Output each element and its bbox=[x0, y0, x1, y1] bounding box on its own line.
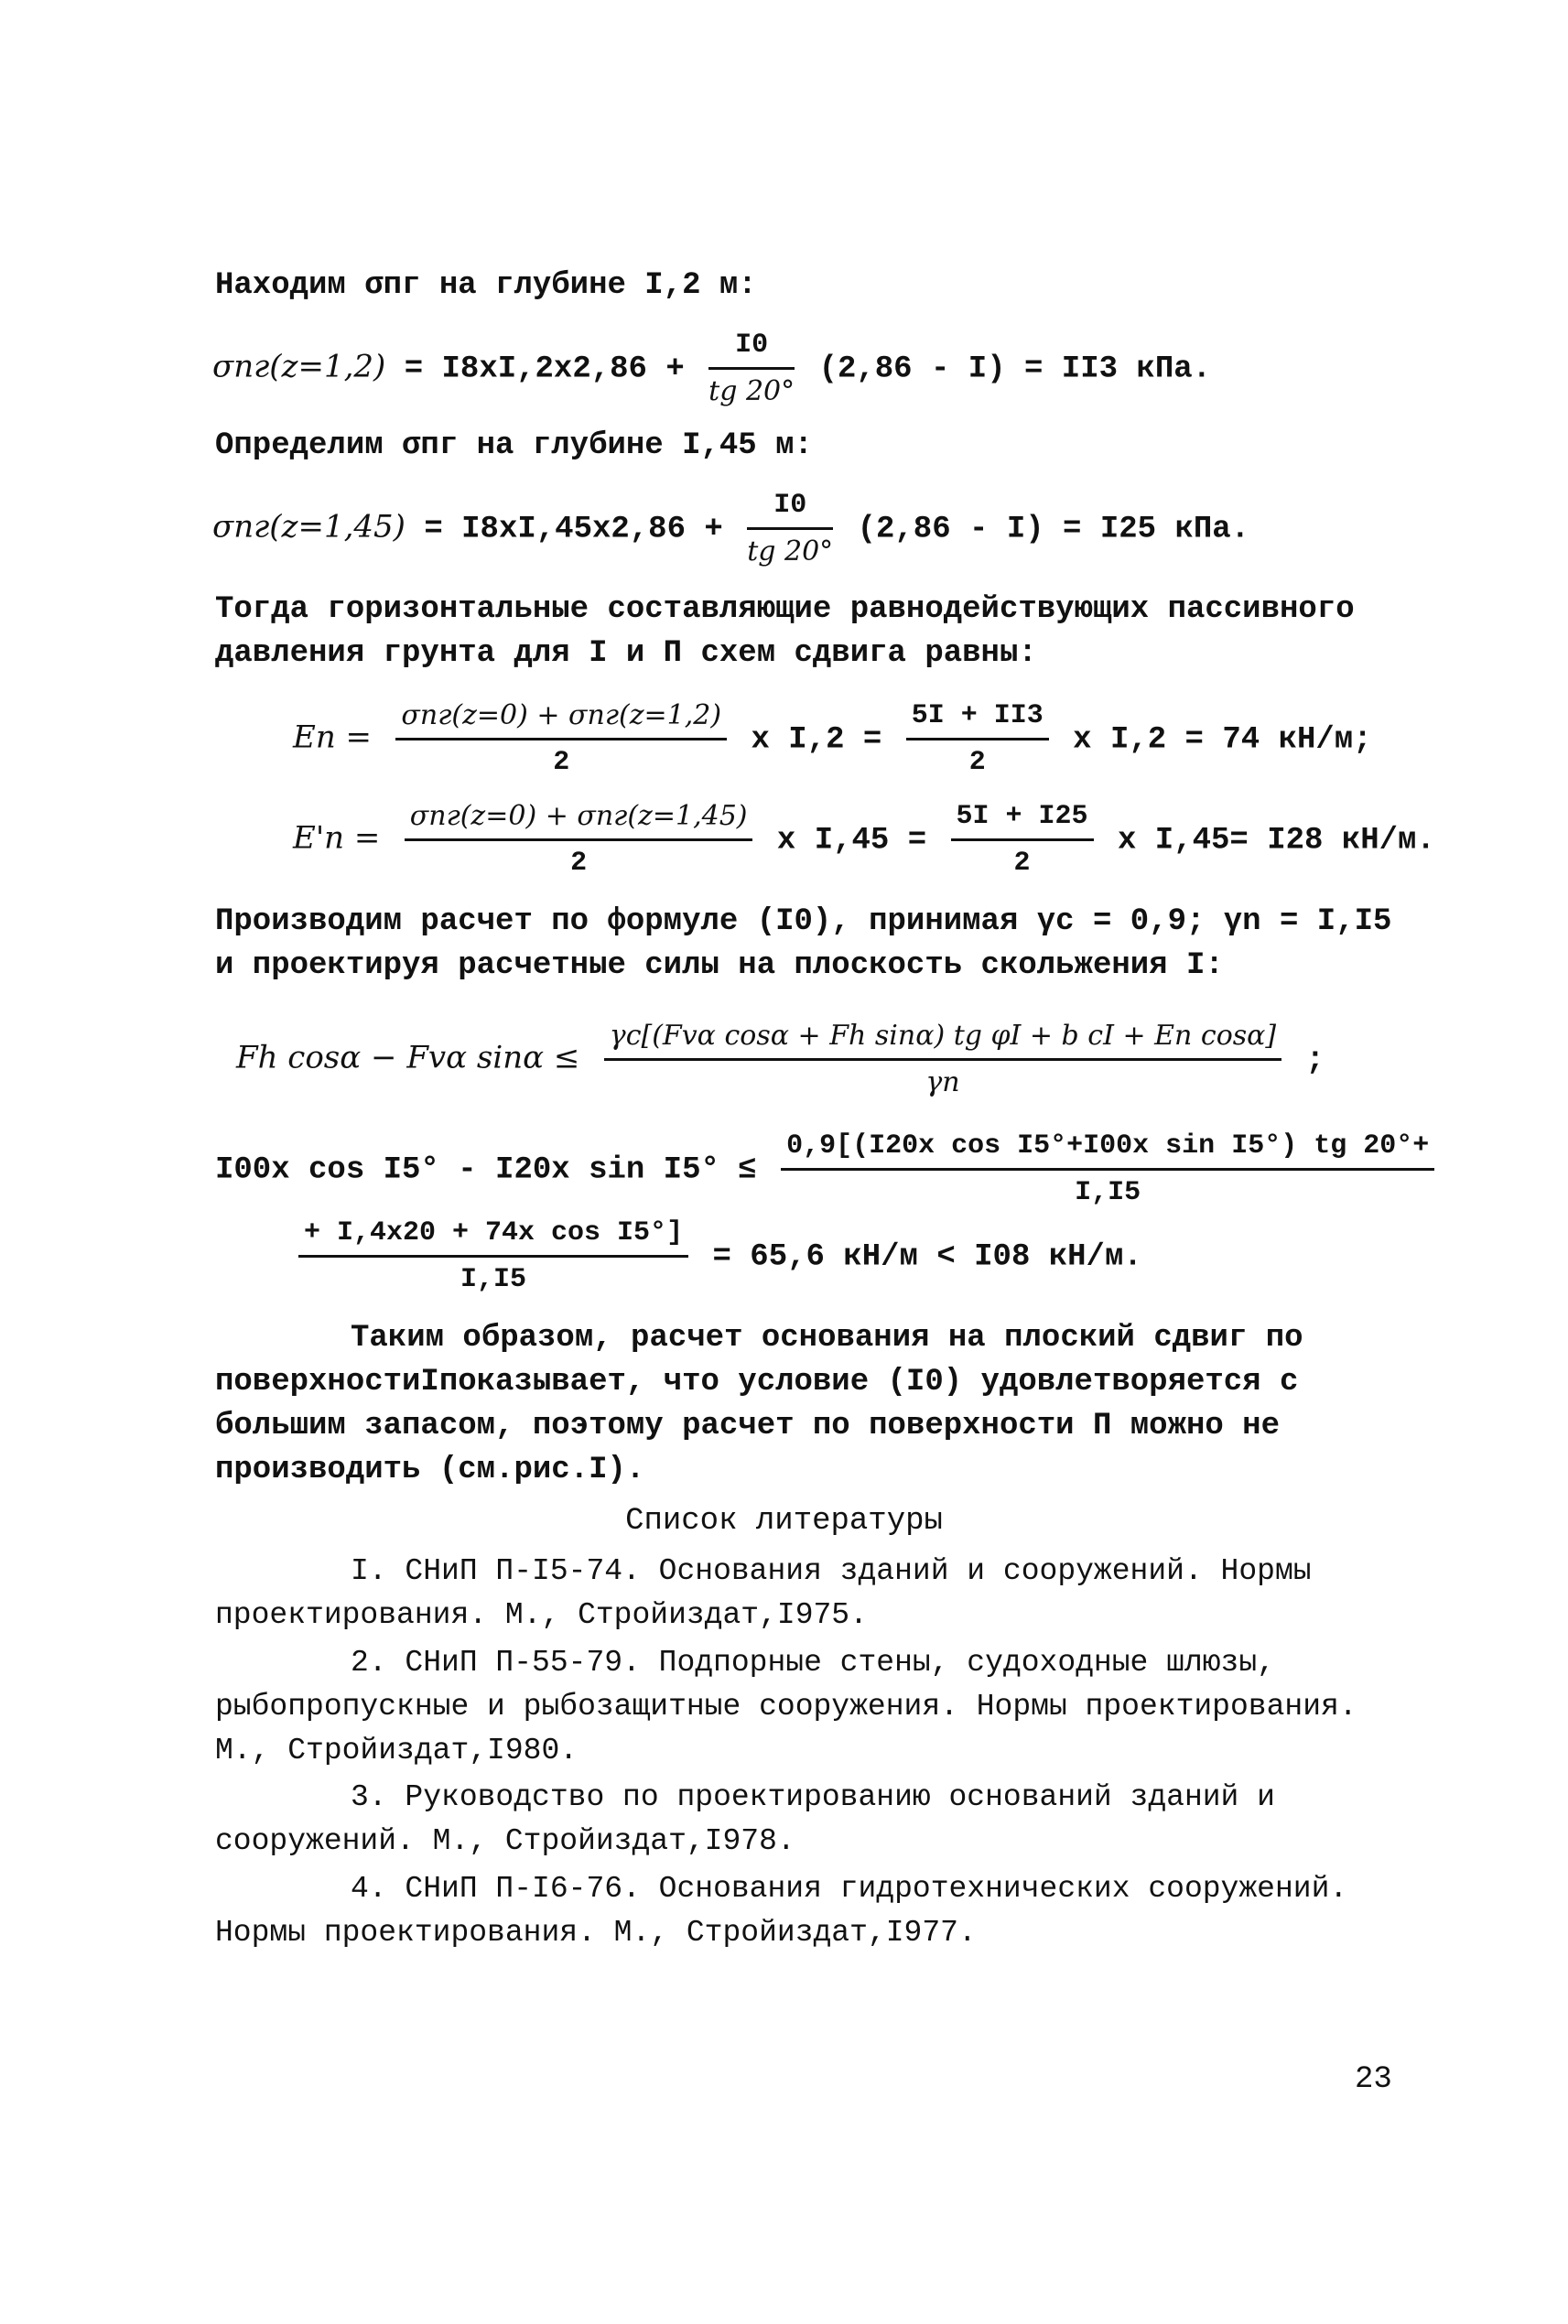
fraction-denominator: 2 bbox=[1013, 848, 1031, 879]
fraction bbox=[906, 696, 1049, 783]
formula-en-prime bbox=[293, 796, 1435, 883]
formula-shear-numeric-cont bbox=[293, 1213, 1142, 1300]
formula-mid: х I,2 = bbox=[751, 722, 882, 758]
formula-sigma-1-2 bbox=[212, 325, 1211, 412]
reference-1: I. СНиП П-I5-74. Основания зданий и сооружений. Нормы проектирования. М., Стройиздат,I975. bbox=[215, 1554, 1312, 1632]
formula-end: (2,86 - I) = II3 кПа. bbox=[818, 351, 1212, 387]
text-line-2: Определим σпг на глубине I,45 м: bbox=[215, 428, 813, 463]
fraction-denominator: I,I5 bbox=[1075, 1177, 1141, 1208]
text-line-1: Находим σпг на глубине I,2 м: bbox=[215, 268, 757, 303]
fraction bbox=[747, 485, 833, 572]
fraction-denominator: 2 bbox=[968, 747, 986, 778]
formula-lhs: σпг(z=1,45) bbox=[212, 508, 406, 546]
reference-4: 4. СНиП П-I6-76. Основания гидротехнических сооружений. Нормы проектирования. М., Стройиздат,I977. bbox=[215, 1872, 1348, 1950]
formula-mid: = I8хI,45х2,86 + bbox=[424, 512, 723, 547]
fraction-numerator: σпг(z=0) + σпг(z=1,2) bbox=[395, 696, 727, 740]
fraction bbox=[708, 325, 795, 412]
fraction-denominator: I,I5 bbox=[460, 1264, 527, 1295]
fraction-numerator: 5I + II3 bbox=[906, 696, 1049, 740]
fraction-numerator: σпг(z=0) + σпг(z=1,45) bbox=[405, 796, 753, 841]
fraction-numerator: 5I + I25 bbox=[951, 796, 1094, 841]
references-title: Список литературы bbox=[625, 1504, 943, 1539]
fraction-numerator: I0 bbox=[747, 485, 833, 530]
formula-end: = 65,6 кН/м < I08 кН/м. bbox=[712, 1239, 1142, 1275]
formula-mid: х I,45 = bbox=[776, 823, 927, 859]
fraction-numerator: I0 bbox=[708, 325, 795, 370]
formula-end: х I,45= I28 кН/м. bbox=[1117, 823, 1435, 859]
text-line-3: Производим расчет по формуле (I0), принимая γc = 0,9; γn = I,I5 bbox=[215, 904, 1392, 939]
formula-mid: = I8хI,2х2,86 + bbox=[404, 351, 685, 387]
formula-sigma-1-45 bbox=[212, 485, 1249, 572]
formula-end: (2,86 - I) = I25 кПа. bbox=[857, 512, 1250, 547]
paragraph-passive-pressure: Тогда горизонтальные составляющие равнодействующих пассивного давления грунта для I и П схем сдвига равны: bbox=[215, 592, 1355, 671]
formula-shear-condition bbox=[236, 1016, 1325, 1103]
formula-shear-numeric bbox=[215, 1126, 1440, 1213]
fraction bbox=[781, 1126, 1434, 1213]
formula-end: х I,2 = 74 кН/м; bbox=[1073, 722, 1372, 758]
fraction bbox=[405, 796, 753, 883]
paragraph-conclusion: Таким образом, расчет основания на плоский сдвиг по поверхностиIпоказывает, что условие (I0) удовлетворяется с большим запасом, поэтому расчет по поверхности П можно не производить (см.рис.I). bbox=[215, 1321, 1303, 1487]
fraction-numerator: + I,4х20 + 74х cos I5°] bbox=[298, 1213, 688, 1258]
fraction-denominator: γn bbox=[925, 1066, 960, 1098]
fraction-numerator: 0,9[(I20х cos I5°+I00х sin I5°) tg 20°+ bbox=[781, 1126, 1434, 1171]
page-number: 23 bbox=[1355, 2062, 1392, 2097]
reference-2: 2. СНиП П-55-79. Подпорные стены, судоходные шлюзы, рыбопропускные и рыбозащитные сооружения. Нормы проектирования. М., Стройиздат,I980. bbox=[215, 1646, 1357, 1767]
fraction bbox=[951, 796, 1094, 883]
fraction bbox=[395, 696, 727, 783]
fraction-denominator: 2 bbox=[570, 848, 588, 879]
formula-end: ; bbox=[1305, 1043, 1325, 1078]
fraction-numerator: γc[(Fvα cosα + Fh sinα) tg φI + b cI + Eп cosα] bbox=[604, 1016, 1281, 1061]
formula-lhs: Fh cosα − Fvα sinα ≤ bbox=[236, 1039, 580, 1076]
fraction-denominator: tg 20° bbox=[708, 375, 795, 407]
formula-en bbox=[293, 696, 1372, 783]
formula-lhs: I00х cos I5° - I20х sin I5° ≤ bbox=[215, 1152, 757, 1188]
formula-lhs: E'п = bbox=[293, 819, 381, 857]
text-line-4: и проектируя расчетные силы на плоскость скольжения I: bbox=[215, 948, 1224, 983]
fraction-denominator: 2 bbox=[553, 747, 570, 778]
fraction bbox=[604, 1016, 1281, 1103]
fraction bbox=[298, 1213, 688, 1300]
formula-lhs: σпг(z=1,2) bbox=[212, 348, 386, 385]
reference-3: 3. Руководство по проектированию оснований зданий и сооружений. М., Стройиздат,I978. bbox=[215, 1780, 1275, 1858]
fraction-denominator: tg 20° bbox=[747, 535, 834, 567]
formula-lhs: Eп = bbox=[293, 719, 373, 756]
